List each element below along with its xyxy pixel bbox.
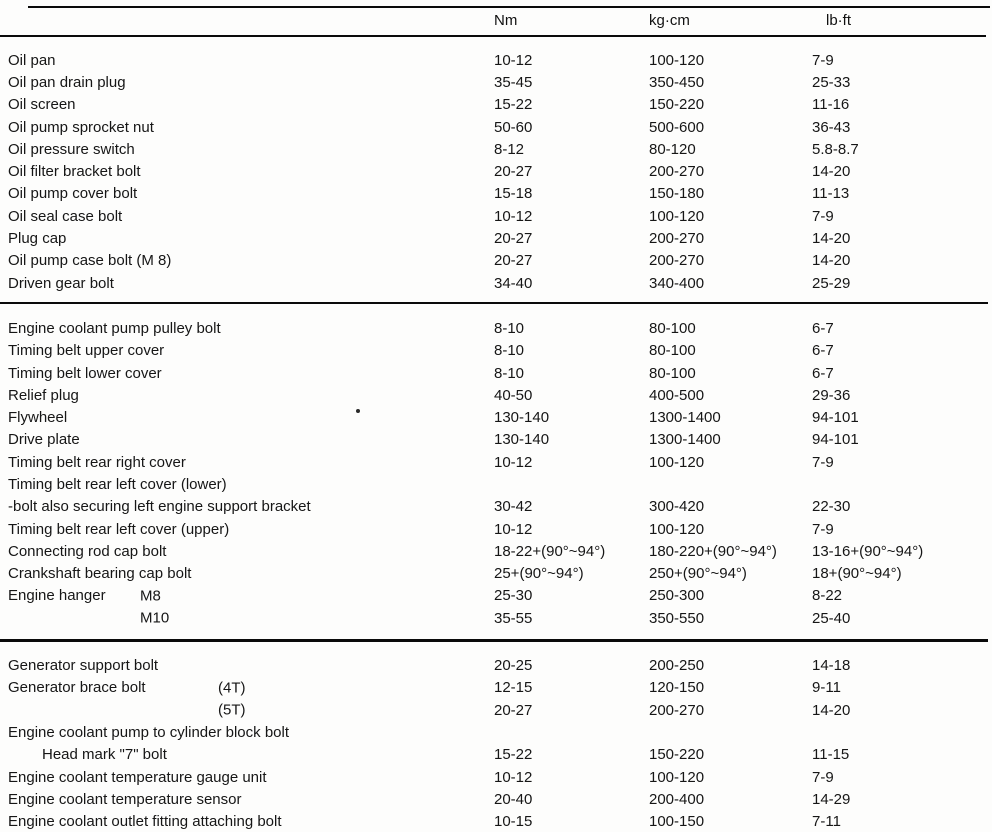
table-row bbox=[0, 766, 992, 788]
table-row bbox=[0, 744, 992, 766]
value-nm: 35-55 bbox=[494, 609, 533, 627]
value-lbft: 36-43 bbox=[812, 118, 851, 136]
row-sublabel: (5T) bbox=[218, 701, 246, 719]
row-label-text: Relief plug bbox=[8, 386, 79, 404]
value-nm: 10-15 bbox=[494, 813, 533, 831]
table-row bbox=[0, 496, 992, 518]
value-lbft: 13-16+(90°~94°) bbox=[812, 542, 924, 560]
value-nm: 20-40 bbox=[494, 790, 533, 808]
row-label-text: Oil seal case bolt bbox=[8, 207, 123, 225]
row-label bbox=[6, 498, 494, 515]
value-lbft: 18+(90°~94°) bbox=[812, 565, 902, 583]
row-label-text: Oil pump sprocket nut bbox=[8, 118, 154, 136]
row-label bbox=[6, 587, 494, 604]
row-label bbox=[6, 52, 494, 69]
value-nm: 10-12 bbox=[494, 207, 533, 225]
value-lbft: 25-29 bbox=[812, 274, 851, 292]
value-kgcm: 500-600 bbox=[649, 118, 705, 136]
table-row bbox=[0, 94, 992, 116]
value-nm: 8-10 bbox=[494, 364, 525, 382]
value-lbft: 11-15 bbox=[812, 746, 850, 764]
value-nm: 15-22 bbox=[494, 96, 533, 114]
table-row bbox=[0, 540, 992, 562]
table-row bbox=[0, 138, 992, 160]
row-label bbox=[6, 791, 494, 808]
value-kgcm: 100-120 bbox=[649, 207, 705, 225]
value-kgcm: 120-150 bbox=[649, 679, 705, 697]
value-kgcm: 350-550 bbox=[649, 609, 705, 627]
value-nm: 20-27 bbox=[494, 163, 533, 181]
row-label bbox=[6, 185, 494, 202]
row-label-text: Generator brace bolt bbox=[8, 679, 146, 697]
value-nm: 15-22 bbox=[494, 746, 533, 764]
row-label-text: Head mark "7" bolt bbox=[42, 746, 167, 764]
value-nm: 130-140 bbox=[494, 431, 550, 449]
table-row bbox=[0, 677, 992, 699]
table-row bbox=[0, 317, 992, 339]
value-nm: 10-12 bbox=[494, 453, 533, 471]
row-label-text: Connecting rod cap bolt bbox=[8, 542, 167, 560]
table-row bbox=[0, 788, 992, 810]
row-label-text: Engine coolant temperature sensor bbox=[8, 790, 242, 808]
value-kgcm: 400-500 bbox=[649, 386, 705, 404]
table-row bbox=[0, 585, 992, 607]
row-label-text: -bolt also securing left engine support bracket bbox=[8, 498, 311, 516]
table-row bbox=[0, 451, 992, 473]
table-row bbox=[0, 699, 992, 721]
row-sublabel: M8 bbox=[140, 587, 161, 605]
value-lbft: 11-16 bbox=[812, 96, 850, 114]
table-row bbox=[0, 811, 992, 832]
row-label bbox=[6, 769, 494, 786]
value-lbft: 7-11 bbox=[812, 813, 841, 831]
row-label-text: Oil screen bbox=[8, 96, 76, 114]
value-lbft: 14-29 bbox=[812, 790, 851, 808]
header-nm: Nm bbox=[494, 11, 518, 29]
row-label bbox=[6, 813, 494, 830]
value-lbft: 14-18 bbox=[812, 657, 851, 675]
value-nm: 50-60 bbox=[494, 118, 533, 136]
value-lbft: 14-20 bbox=[812, 163, 851, 181]
row-label bbox=[6, 387, 494, 404]
value-kgcm: 150-220 bbox=[649, 96, 705, 114]
value-nm: 25+(90°~94°) bbox=[494, 565, 584, 583]
row-label-text: Engine coolant temperature gauge unit bbox=[8, 768, 267, 786]
header-lbft: lb·ft bbox=[826, 11, 852, 29]
scan-artifact-dot bbox=[356, 409, 360, 413]
value-nm: 15-18 bbox=[494, 185, 533, 203]
row-label-text: Oil pump case bolt (M 8) bbox=[8, 252, 172, 270]
value-kgcm: 150-180 bbox=[649, 185, 705, 203]
value-nm: 20-27 bbox=[494, 230, 533, 248]
row-label bbox=[6, 365, 494, 382]
value-lbft: 14-20 bbox=[812, 701, 851, 719]
value-lbft: 6-7 bbox=[812, 364, 834, 382]
value-kgcm: 200-270 bbox=[649, 701, 705, 719]
table-row bbox=[0, 607, 992, 629]
row-label bbox=[6, 431, 494, 448]
row-label bbox=[6, 409, 494, 426]
value-kgcm: 100-120 bbox=[649, 768, 705, 786]
row-label-text: Engine coolant outlet fitting attaching bolt bbox=[8, 813, 282, 831]
value-nm: 40-50 bbox=[494, 386, 533, 404]
row-label bbox=[6, 543, 494, 560]
value-lbft: 94-101 bbox=[812, 431, 859, 449]
value-kgcm: 80-120 bbox=[649, 140, 696, 158]
table-row bbox=[0, 721, 992, 743]
row-label bbox=[6, 342, 494, 359]
value-kgcm: 200-270 bbox=[649, 230, 705, 248]
row-label bbox=[6, 565, 494, 582]
value-kgcm: 250-300 bbox=[649, 587, 705, 605]
row-label-text: Drive plate bbox=[8, 431, 80, 449]
row-label-text: Engine coolant pump pulley bolt bbox=[8, 319, 221, 337]
row-label-text: Timing belt rear left cover (upper) bbox=[8, 520, 230, 538]
row-label bbox=[6, 724, 494, 741]
value-nm: 25-30 bbox=[494, 587, 533, 605]
value-kgcm: 200-270 bbox=[649, 163, 705, 181]
value-nm: 10-12 bbox=[494, 51, 533, 69]
row-label-text: Oil filter bracket bolt bbox=[8, 163, 141, 181]
value-nm: 18-22+(90°~94°) bbox=[494, 542, 606, 560]
row-label bbox=[6, 141, 494, 158]
row-label-text: Driven gear bolt bbox=[8, 274, 114, 292]
row-label-text: Oil pan bbox=[8, 51, 56, 69]
value-nm: 30-42 bbox=[494, 498, 533, 516]
row-label bbox=[6, 74, 494, 91]
row-label bbox=[6, 521, 494, 538]
value-nm: 8-10 bbox=[494, 319, 525, 337]
row-label bbox=[6, 476, 494, 493]
value-kgcm: 350-450 bbox=[649, 73, 705, 91]
table-body bbox=[0, 49, 992, 832]
row-label bbox=[6, 119, 494, 136]
value-nm: 12-15 bbox=[494, 679, 533, 697]
value-kgcm: 100-120 bbox=[649, 520, 705, 538]
value-nm: 20-25 bbox=[494, 657, 533, 675]
value-kgcm: 1300-1400 bbox=[649, 409, 721, 427]
table-row bbox=[0, 384, 992, 406]
value-kgcm: 200-400 bbox=[649, 790, 705, 808]
value-kgcm: 300-420 bbox=[649, 498, 705, 516]
row-label bbox=[6, 320, 494, 337]
value-kgcm: 200-270 bbox=[649, 252, 705, 270]
table-row bbox=[0, 116, 992, 138]
row-label bbox=[6, 252, 494, 269]
table-header-row bbox=[0, 8, 992, 32]
table-row bbox=[0, 250, 992, 272]
row-label bbox=[6, 454, 494, 471]
value-kgcm: 1300-1400 bbox=[649, 431, 721, 449]
value-lbft: 6-7 bbox=[812, 342, 834, 360]
table-row bbox=[0, 473, 992, 495]
value-nm: 34-40 bbox=[494, 274, 533, 292]
value-kgcm: 80-100 bbox=[649, 319, 696, 337]
row-label-text: Timing belt lower cover bbox=[8, 364, 162, 382]
value-kgcm: 100-120 bbox=[649, 51, 705, 69]
value-kgcm: 80-100 bbox=[649, 342, 696, 360]
value-lbft: 7-9 bbox=[812, 520, 834, 538]
value-lbft: 11-13 bbox=[812, 185, 850, 203]
row-label-text: Flywheel bbox=[8, 409, 68, 427]
row-label bbox=[6, 230, 494, 247]
table-row bbox=[0, 71, 992, 93]
value-lbft: 7-9 bbox=[812, 51, 834, 69]
table-row bbox=[0, 654, 992, 676]
value-kgcm: 180-220+(90°~94°) bbox=[649, 542, 777, 560]
row-sublabel: M10 bbox=[140, 609, 170, 627]
table-row bbox=[0, 563, 992, 585]
value-nm: 10-12 bbox=[494, 768, 533, 786]
table-row bbox=[0, 406, 992, 428]
row-label-text: Timing belt rear right cover bbox=[8, 453, 186, 471]
value-nm: 130-140 bbox=[494, 409, 550, 427]
value-lbft: 94-101 bbox=[812, 409, 859, 427]
row-label-text: Timing belt rear left cover (lower) bbox=[8, 475, 227, 493]
table-row bbox=[0, 340, 992, 362]
value-kgcm: 200-250 bbox=[649, 657, 705, 675]
header-gap bbox=[0, 37, 992, 49]
value-lbft: 8-22 bbox=[812, 587, 843, 605]
row-label-text: Oil pump cover bolt bbox=[8, 185, 138, 203]
value-lbft: 7-9 bbox=[812, 453, 834, 471]
value-kgcm: 250+(90°~94°) bbox=[649, 565, 747, 583]
value-lbft: 29-36 bbox=[812, 386, 851, 404]
value-lbft: 14-20 bbox=[812, 252, 851, 270]
table-row bbox=[0, 362, 992, 384]
header-kgcm: kg·cm bbox=[649, 11, 690, 29]
section-divider bbox=[0, 639, 988, 642]
table-row bbox=[0, 518, 992, 540]
value-nm: 35-45 bbox=[494, 73, 533, 91]
value-nm: 10-12 bbox=[494, 520, 533, 538]
value-lbft: 25-40 bbox=[812, 609, 851, 627]
row-label bbox=[6, 679, 494, 696]
table-row bbox=[0, 160, 992, 182]
value-nm: 8-10 bbox=[494, 342, 525, 360]
row-sublabel: (4T) bbox=[218, 679, 246, 697]
value-lbft: 14-20 bbox=[812, 230, 851, 248]
table-row bbox=[0, 272, 992, 294]
row-label bbox=[6, 96, 494, 113]
row-label bbox=[6, 657, 494, 674]
table-row bbox=[0, 183, 992, 205]
value-nm: 20-27 bbox=[494, 701, 533, 719]
row-label bbox=[6, 163, 494, 180]
value-kgcm: 340-400 bbox=[649, 274, 705, 292]
row-label bbox=[6, 208, 494, 225]
value-lbft: 22-30 bbox=[812, 498, 851, 516]
value-lbft: 7-9 bbox=[812, 207, 834, 225]
row-label bbox=[6, 275, 494, 292]
row-label-text: Crankshaft bearing cap bolt bbox=[8, 565, 192, 583]
value-lbft: 7-9 bbox=[812, 768, 834, 786]
value-nm: 20-27 bbox=[494, 252, 533, 270]
value-kgcm: 100-120 bbox=[649, 453, 705, 471]
value-kgcm: 100-150 bbox=[649, 813, 705, 831]
row-label-text: Plug cap bbox=[8, 230, 67, 248]
row-label-text: Engine coolant pump to cylinder block bolt bbox=[8, 723, 290, 741]
value-kgcm: 150-220 bbox=[649, 746, 705, 764]
row-label-text: Oil pressure switch bbox=[8, 140, 135, 158]
row-label-text: Generator support bolt bbox=[8, 657, 159, 675]
value-lbft: 5.8-8.7 bbox=[812, 140, 859, 158]
table-row bbox=[0, 429, 992, 451]
value-nm: 8-12 bbox=[494, 140, 525, 158]
row-label-text: Engine hanger bbox=[8, 587, 106, 605]
value-kgcm: 80-100 bbox=[649, 364, 696, 382]
row-label-text: Oil pan drain plug bbox=[8, 73, 126, 91]
value-lbft: 6-7 bbox=[812, 319, 834, 337]
table-row bbox=[0, 227, 992, 249]
section-divider bbox=[0, 302, 988, 304]
value-lbft: 25-33 bbox=[812, 73, 851, 91]
row-label-text: Timing belt upper cover bbox=[8, 342, 165, 360]
value-lbft: 9-11 bbox=[812, 679, 841, 697]
row-label bbox=[6, 746, 494, 763]
table-row bbox=[0, 205, 992, 227]
table-row bbox=[0, 49, 992, 71]
